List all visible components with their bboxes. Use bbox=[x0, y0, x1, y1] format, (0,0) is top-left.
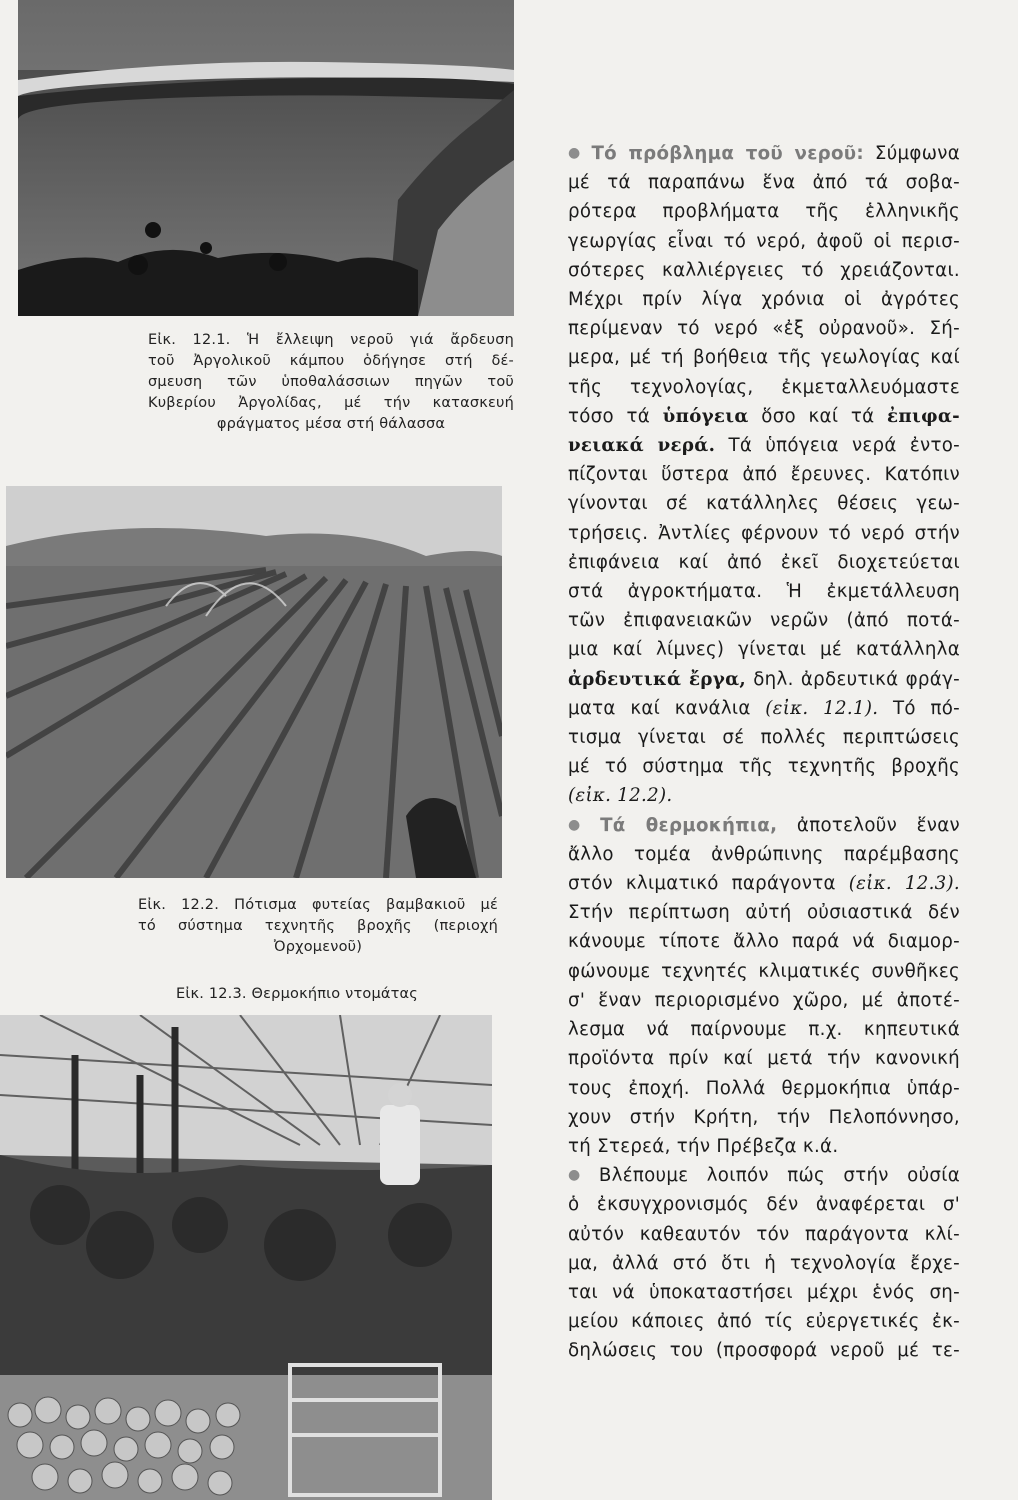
caption-line: τό σύστημα τεχνητῆς βροχῆς (περιοχή bbox=[138, 918, 498, 934]
text-fragment: ἀποτελοῦν ἕναν bbox=[777, 814, 960, 836]
text-line bbox=[568, 869, 960, 898]
text-line: ται νά ὑποκαταστήσει μέχρι ἑνός ση- bbox=[568, 1281, 960, 1303]
text-line: στά ἀγροκτήματα. Ἡ ἐκμετάλλευση bbox=[568, 581, 960, 603]
bullet-icon: ● bbox=[568, 145, 586, 161]
text-line: σότερες καλλιέργειες τό χρειάζονται. bbox=[568, 259, 960, 281]
section-heading-greenhouses: Τά θερμοκήπια, bbox=[600, 814, 778, 836]
text-line: μα, ἀλλά στό ὅτι ἡ τεχνολογία ἔρχε- bbox=[568, 1252, 960, 1274]
text-line: προϊόντα πρίν καί μετά τήν κανονική bbox=[568, 1048, 960, 1070]
term-irrigation-works: ἀρδευτικά ἔργα, bbox=[568, 668, 747, 690]
text-line bbox=[568, 1161, 960, 1190]
text-line: μέ τό σύστημα τῆς τεχνητῆς βροχῆς bbox=[568, 756, 960, 778]
text-line: τή Στερεά, τήν Πρέβεζα κ.ά. bbox=[568, 1135, 839, 1157]
text-line: μερα, μέ τή βοήθεια τῆς γεωλογίας καί bbox=[568, 347, 960, 369]
text-line bbox=[568, 402, 960, 431]
text-fragment: δηλ. ἀρδευτικά φράγ- bbox=[746, 668, 960, 690]
text-line bbox=[568, 694, 960, 723]
paragraph-greenhouses bbox=[568, 811, 960, 1161]
term-underground: ὑπόγεια bbox=[662, 405, 749, 427]
caption-line: Κυβερίου Ἀργολίδας, μέ τήν κατασκευή bbox=[148, 395, 514, 411]
text-line bbox=[568, 781, 960, 810]
text-line: κάνουμε τίποτε ἄλλο παρά νά διαμορ- bbox=[568, 931, 960, 953]
text-line bbox=[568, 665, 960, 694]
bullet-icon: ● bbox=[568, 816, 595, 833]
paragraph-modernization bbox=[568, 1161, 960, 1365]
text-fragment: Βλέπουμε λοιπόν πώς στήν οὐσία bbox=[598, 1165, 960, 1187]
text-fragment: ματα καί κανάλια bbox=[568, 697, 766, 719]
figure-reference-12-1: (εἰκ. 12.1). bbox=[765, 697, 879, 719]
photo-dam-reservoir bbox=[18, 0, 514, 316]
text-line bbox=[568, 139, 960, 168]
text-line bbox=[568, 811, 960, 840]
text-line: αὐτόν καθεαυτόν τόν παράγοντα κλί- bbox=[568, 1223, 960, 1245]
photo-tomato-greenhouse bbox=[0, 1015, 492, 1500]
text-line: ἐπιφάνεια καί ἀπό ἐκεῖ διοχετεύεται bbox=[568, 551, 960, 573]
text-line: δηλώσεις του (προσφορά νεροῦ μέ τε- bbox=[568, 1340, 960, 1362]
text-fragment: Τό πό- bbox=[878, 697, 960, 719]
text-line: μείου κάποιες ἀπό τίς εὐεργετικές ἐκ- bbox=[568, 1311, 960, 1333]
text-line: λεσμα νά παίρνουμε π.χ. κηπευτικά bbox=[568, 1019, 960, 1041]
main-text-column bbox=[568, 139, 960, 1366]
text-fragment: ὅσο καί τά bbox=[748, 405, 888, 427]
text-line bbox=[568, 431, 960, 460]
figure-reference-12-2: (εἰκ. 12.2). bbox=[568, 785, 673, 807]
text-line: μέ τά παραπάνω ἕνα ἀπό τά σοβα- bbox=[568, 172, 960, 194]
term-surface: ἐπιφα- bbox=[887, 405, 961, 427]
text-line: Στήν περίπτωση αὐτή οὐσιαστικά δέν bbox=[568, 902, 960, 924]
text-line: τους ἐποχή. Πολλά θερμοκήπια ὑπάρ- bbox=[568, 1077, 960, 1099]
caption-line: φράγματος μέσα στή θάλασσα bbox=[216, 416, 446, 432]
photo-cotton-irrigation bbox=[6, 486, 502, 878]
figure-caption-12-2 bbox=[138, 895, 498, 958]
text-line: χουν στήν Κρήτη, τήν Πελοπόννησο, bbox=[568, 1106, 960, 1128]
caption-line: σμευση τῶν ὑποθαλάσσιων πηγῶν τοῦ bbox=[148, 374, 514, 390]
text-line: σ' ἕναν περιορισμένο χῶρο, μέ ἀποτέ- bbox=[568, 989, 960, 1011]
text-line: τρήσεις. Ἀντλίες φέρνουν τό νερό στήν bbox=[568, 522, 960, 544]
text-line: τισμα γίνεται σέ πολλές περιπτώσεις bbox=[568, 727, 960, 749]
text-line: γίνονται σέ κατάλληλες θέσεις γεω- bbox=[568, 493, 960, 515]
section-heading-water: Τό πρόβλημα τοῦ νεροῦ: bbox=[591, 143, 864, 164]
figure-reference-12-3: (εἰκ. 12.3). bbox=[848, 873, 960, 895]
text-line: πίζονται ὕστερα ἀπό ἔρευνες. Κατόπιν bbox=[568, 464, 960, 486]
text-fragment: Τά ὑπόγεια νερά ἐντο- bbox=[715, 435, 960, 457]
text-fragment: Σύμφωνα bbox=[863, 143, 960, 164]
text-line: ἄλλο τομέα ἀνθρώπινης παρέμβασης bbox=[568, 843, 960, 865]
caption-line: Εἰκ. 12.1. Ἡ ἔλλειψη νεροῦ γιά ἄρδευση bbox=[148, 332, 514, 348]
text-fragment: στόν κλιματικό παράγοντα bbox=[568, 873, 849, 895]
caption-line: Ὀρχομενοῦ) bbox=[273, 939, 363, 955]
figure-caption-12-1 bbox=[148, 330, 514, 435]
text-fragment: τόσο τά bbox=[568, 405, 663, 427]
figure-caption-12-3: Εἰκ. 12.3. Θερμοκήπιο ντομάτας bbox=[176, 986, 419, 1002]
caption-line: Εἰκ. 12.2. Πότισμα φυτείας βαμβακιοῦ μέ bbox=[138, 897, 498, 913]
term-surface-waters: νειακά νερά. bbox=[568, 435, 716, 457]
text-line: μια καί λίμνες) γίνεται μέ κατάλληλα bbox=[568, 639, 960, 661]
text-line: τῆς τεχνολογίας, ἐκμεταλλευόμαστε bbox=[568, 376, 960, 398]
bullet-icon: ● bbox=[568, 1167, 593, 1184]
text-line: γεωργίας εἶναι τό νερό, ἀφοῦ οἱ περισ- bbox=[568, 230, 960, 252]
text-line: ὁ ἐκσυγχρονισμός δέν ἀναφέρεται σ' bbox=[568, 1194, 960, 1216]
text-line: ρότερα προβλήματα τῆς ἑλληνικῆς bbox=[568, 201, 960, 223]
caption-line: τοῦ Ἀργολικοῦ κάμπου ὁδήγησε στή δέ- bbox=[148, 353, 514, 369]
text-line: Μέχρι πρίν λίγα χρόνια οἱ ἀγρότες bbox=[568, 289, 960, 311]
text-line: τῶν ἐπιφανειακῶν νερῶν (ἀπό ποτά- bbox=[568, 610, 960, 632]
paragraph-water-problem bbox=[568, 139, 960, 811]
text-line: περίμεναν τό νερό «ἐξ οὐρανοῦ». Σή- bbox=[568, 318, 960, 340]
text-line: φώνουμε τεχνητές κλιματικές συνθῆκες bbox=[568, 960, 960, 982]
